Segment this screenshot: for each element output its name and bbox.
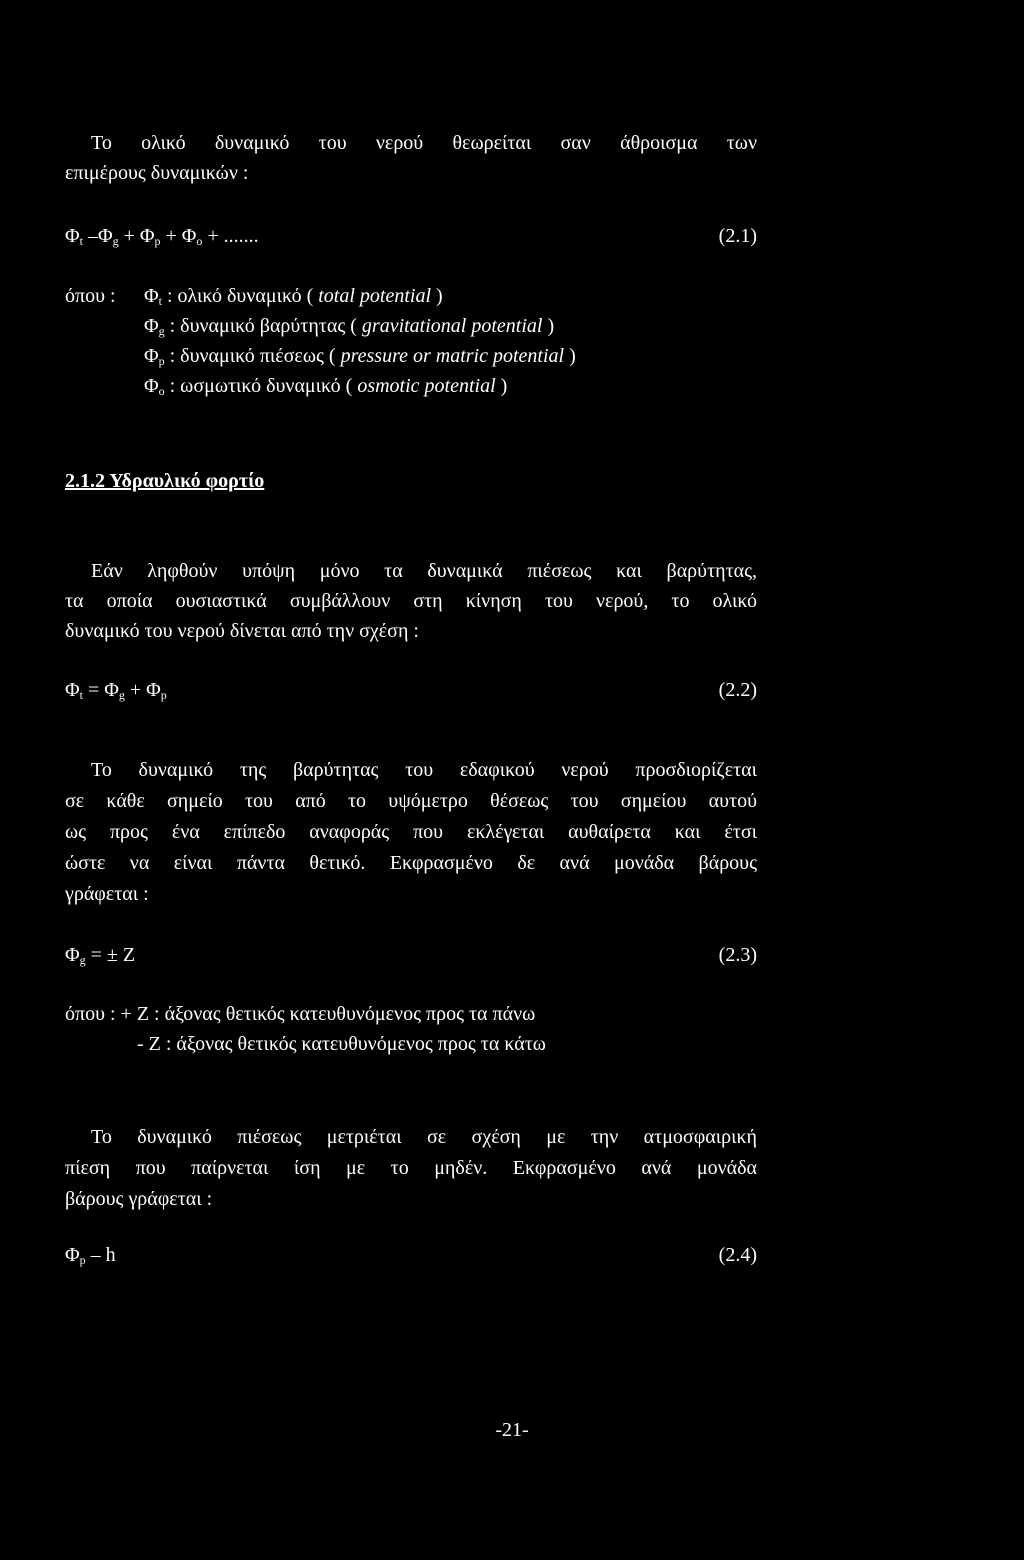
equation-2-3 [65, 943, 757, 967]
text-line: Εάν ληφθούν υπόψη μόνο τα δυναμικά πιέσεως και βαρύτητας, [91, 560, 757, 582]
definition-term: pressure or matric potential [340, 345, 565, 367]
text-line: πίεση που παίρνεται ίση με το μηδέν. Εκφρασμένο ανά μονάδα [65, 1157, 757, 1179]
equation-subscript: t [158, 294, 162, 308]
equation-subscript: p [158, 354, 165, 368]
equation-subscript: g [112, 234, 119, 248]
section-heading: 2.1.2 Υδραυλικό φορτίο [65, 470, 265, 492]
text-line: σε κάθε σημείο του από το υψόμετρο θέσεως του σημείου αυτού [65, 790, 757, 812]
equation-subscript: t [79, 688, 83, 702]
equation-subscript: g [158, 324, 165, 338]
text-line: βάρους γράφεται : [65, 1188, 213, 1210]
equation-subscript: o [196, 234, 203, 248]
equation-number: (2.3) [718, 944, 757, 966]
equation-subscript: g [118, 688, 125, 702]
definition-text: : ολικό δυναμικό ( [161, 285, 319, 307]
equation-text: + Φ [118, 225, 155, 247]
equation-2-1 [65, 224, 757, 248]
text-line: ώστε να είναι πάντα θετικό. Εκφρασμένο δε ανά μονάδα βάρους [65, 852, 757, 874]
equation-subscript: t [79, 234, 83, 248]
text-line: όπου : + Z : άξονας θετικός κατευθυνόμενος προς τα πάνω [65, 1003, 536, 1025]
equation-symbol: Φ [65, 679, 80, 701]
definition-text: : ωσμωτικό δυναμικό ( [164, 375, 358, 397]
definition-item [144, 314, 554, 338]
definition-item [144, 374, 507, 398]
equation-2-4 [65, 1243, 757, 1267]
equation-text: + Φ [124, 679, 161, 701]
definition-item [144, 284, 443, 308]
equation-subscript: p [79, 1253, 86, 1267]
definition-text: : δυναμικό βαρύτητας ( [164, 315, 362, 337]
equation-symbol: Φ [65, 225, 80, 247]
page-number: -21- [495, 1419, 529, 1441]
equation-text: + ....... [202, 225, 259, 247]
text-line: - Z : άξονας θετικός κατευθυνόμενος προς τα κάτω [137, 1033, 546, 1055]
equation-text: –Φ [82, 225, 113, 247]
definition-text: : δυναμικό πιέσεως ( [164, 345, 341, 367]
equation-text: = ± Z [85, 944, 136, 966]
definition-close: ) [542, 315, 555, 337]
equation-symbol: Φ [144, 375, 159, 397]
equation-symbol: Φ [65, 1244, 80, 1266]
definition-term: osmotic potential [357, 375, 496, 397]
definition-close: ) [495, 375, 508, 397]
equation-number: (2.1) [718, 225, 757, 247]
equation-subscript: p [160, 688, 167, 702]
text-line: Το δυναμικό πιέσεως μετριέται σε σχέση με την ατμοσφαιρική [91, 1126, 757, 1148]
equation-number: (2.2) [718, 679, 757, 701]
definitions-lead: όπου : [65, 285, 116, 307]
equation-symbol: Φ [144, 285, 159, 307]
text-line: επιμέρους δυναμικών : [65, 162, 249, 184]
text-line: τα οποία ουσιαστικά συμβάλλουν στη κίνηση του νερού, το ολικό [65, 590, 757, 612]
equation-symbol: Φ [65, 944, 80, 966]
equation-text: – h [85, 1244, 116, 1266]
definition-term: total potential [318, 285, 432, 307]
equation-number: (2.4) [718, 1244, 757, 1266]
definition-close: ) [431, 285, 443, 307]
definition-term: gravitational potential [361, 315, 543, 337]
equation-subscript: p [154, 234, 161, 248]
equation-text: = Φ [82, 679, 119, 701]
equation-subscript: o [158, 384, 165, 398]
text-line: δυναμικό του νερού δίνεται από την σχέση : [65, 620, 419, 642]
text-line: γράφεται : [65, 883, 149, 905]
text-line: Το ολικό δυναμικό του νερού θεωρείται σαν άθροισμα των [91, 132, 757, 154]
definition-close: ) [564, 345, 576, 367]
definition-item [144, 344, 576, 368]
equation-2-2 [65, 678, 757, 702]
equation-text: + Φ [160, 225, 197, 247]
equation-subscript: g [79, 953, 86, 967]
text-line: ως προς ένα επίπεδο αναφοράς που εκλέγεται αυθαίρετα και έτσι [65, 821, 757, 843]
equation-symbol: Φ [144, 315, 159, 337]
equation-symbol: Φ [144, 345, 159, 367]
text-line: Το δυναμικό της βαρύτητας του εδαφικού νερού προσδιορίζεται [91, 759, 757, 781]
